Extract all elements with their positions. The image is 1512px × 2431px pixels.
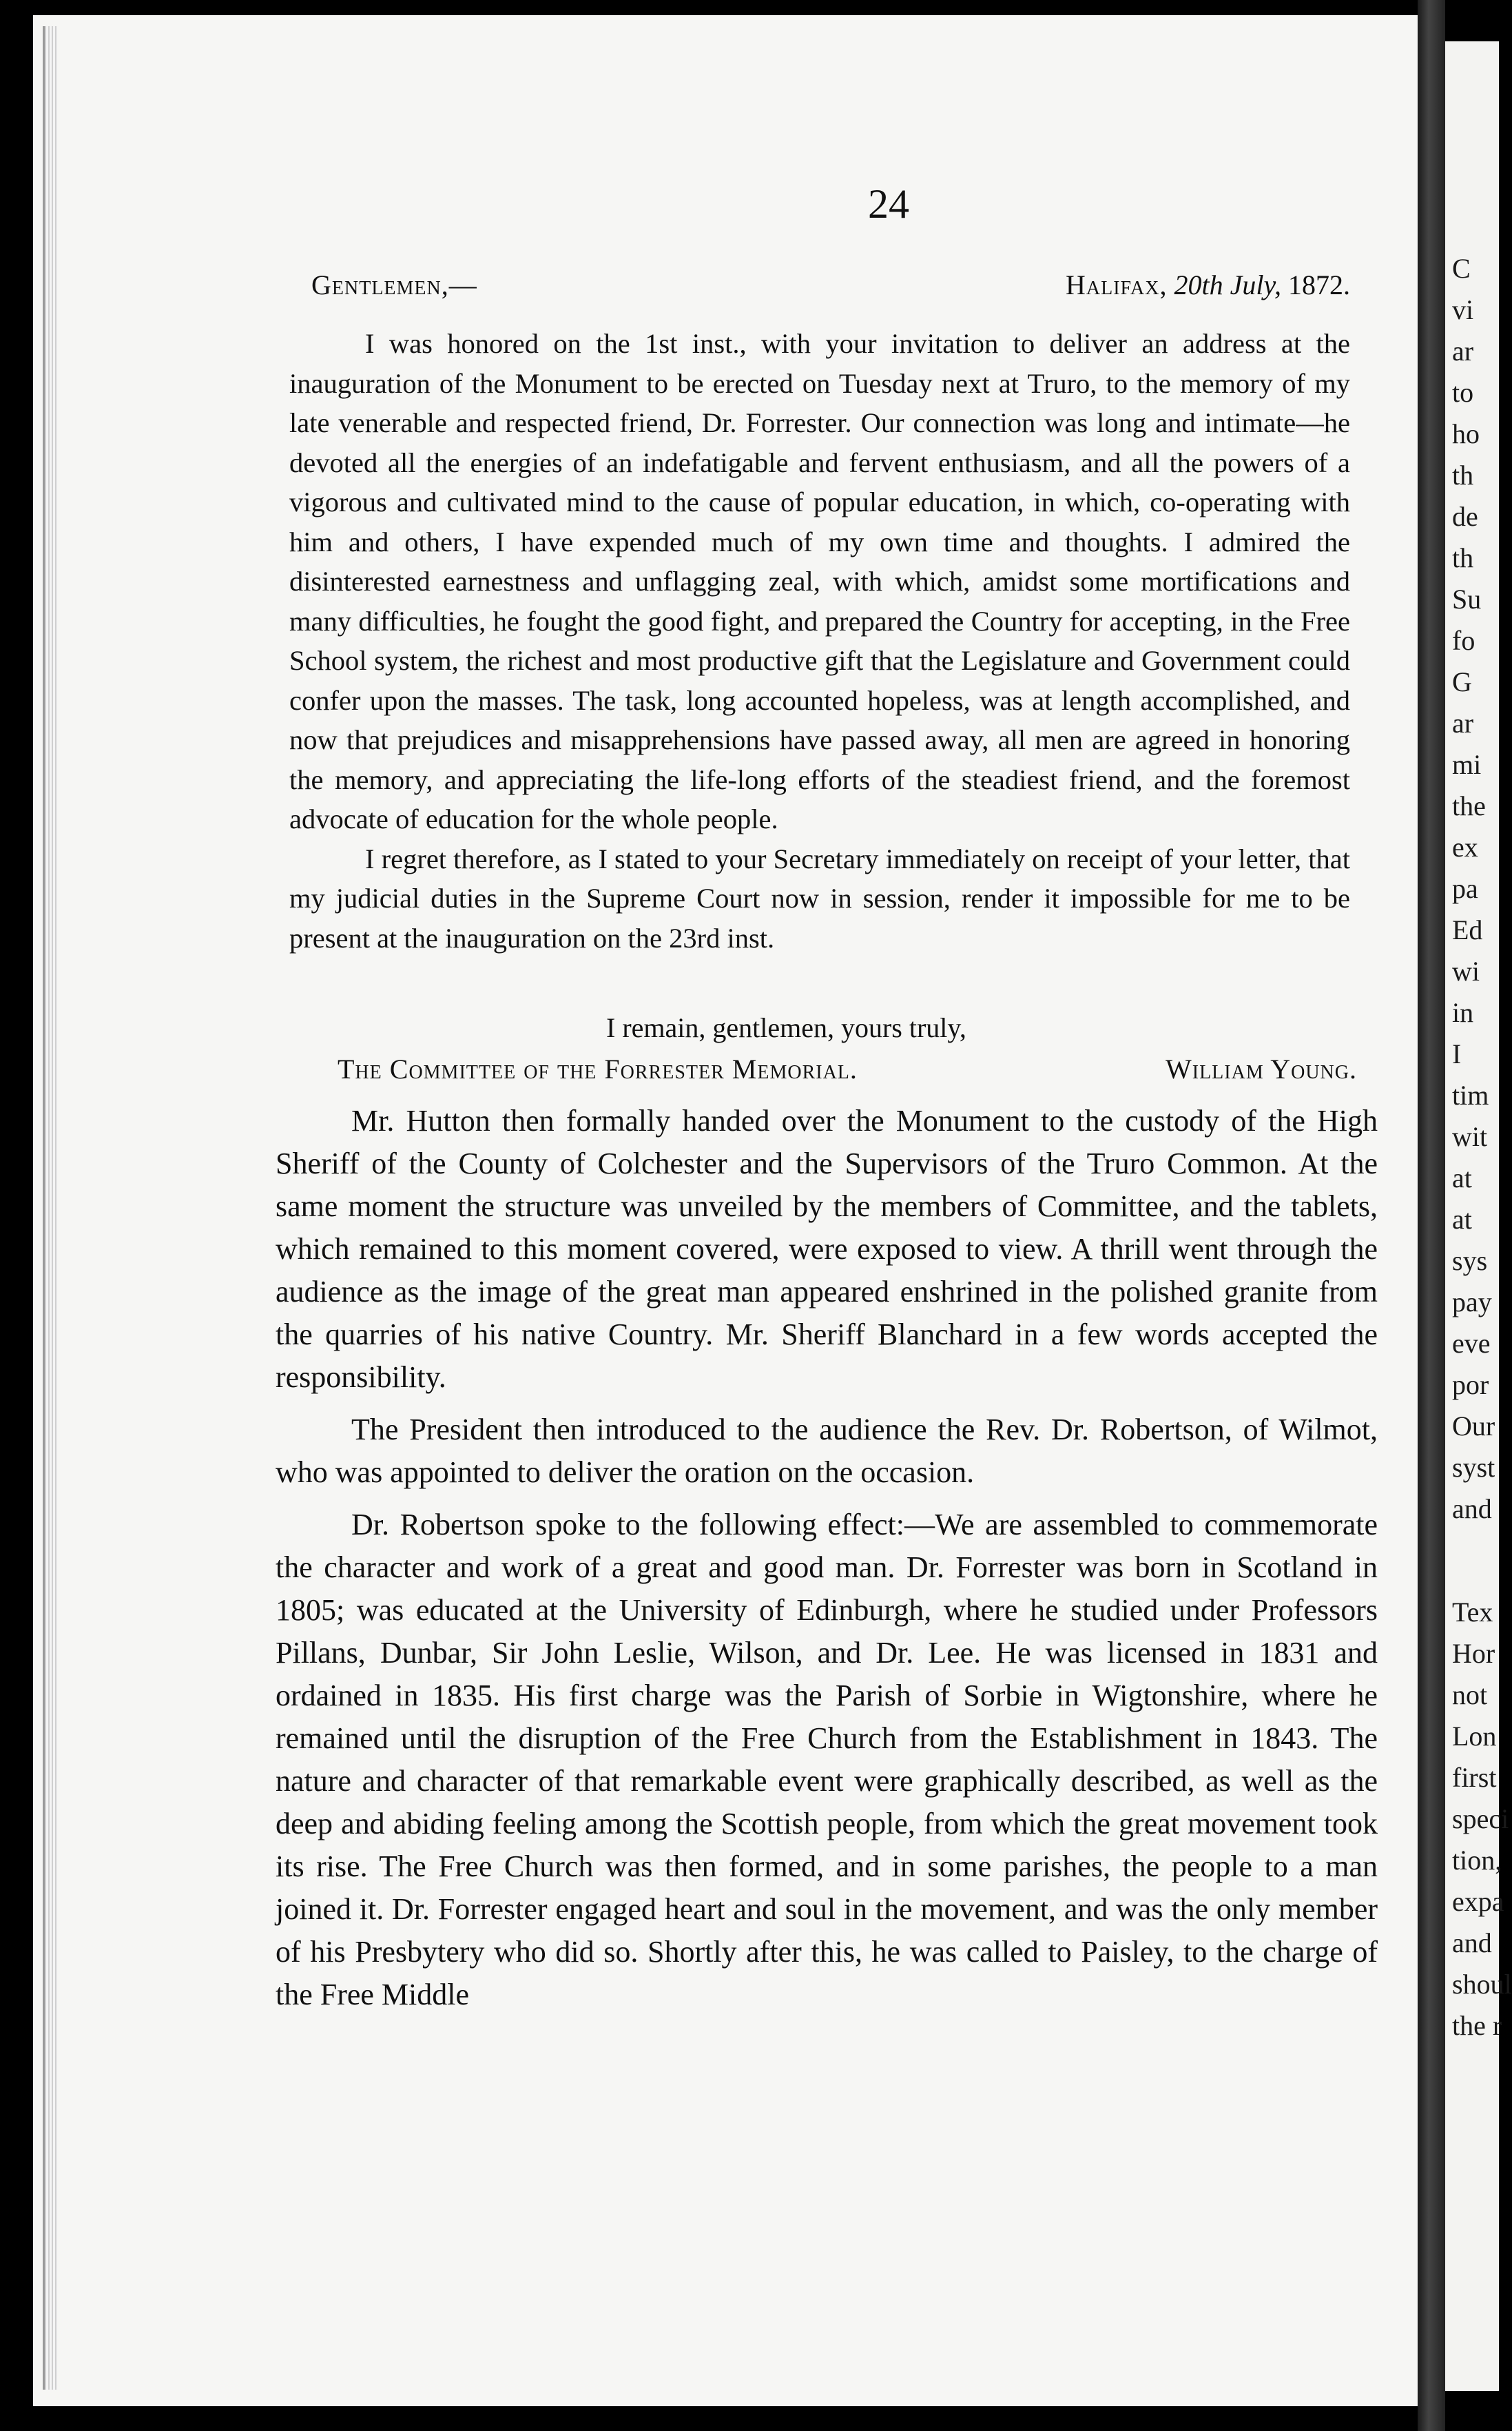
facing-page-fragment: C xyxy=(1452,253,1471,284)
facing-page-fragment: speci xyxy=(1452,1803,1509,1834)
facing-page-fragment: mi xyxy=(1452,749,1482,780)
facing-page-fragment: pa xyxy=(1452,873,1478,904)
facing-page-fragment: eve xyxy=(1452,1328,1491,1359)
facing-page-fragment: Su xyxy=(1452,584,1482,615)
letter-year: 1872. xyxy=(1288,269,1350,300)
facing-page-fragment: tion, xyxy=(1452,1845,1502,1876)
letter-header xyxy=(311,269,1350,301)
facing-page-edge xyxy=(1445,41,1512,2391)
facing-page-fragment: Tex xyxy=(1452,1597,1493,1628)
letter-body xyxy=(289,324,1350,958)
facing-page-fragment: th xyxy=(1452,460,1474,491)
facing-page-fragment: expa xyxy=(1452,1886,1504,1917)
facing-page-fragment: to xyxy=(1452,377,1474,408)
letter-paragraph-2: I regret therefore, as I stated to your Secretary immediately on receipt of your letter, that my judicial duties in the Supreme Court now in session, render it impossible for me to be present at the inauguration on the 23rd inst. xyxy=(289,843,1350,954)
letter-addressee: The Committee of the Forrester Memorial. xyxy=(338,1054,858,1085)
letter-paragraph-1: I was honored on the 1st inst., with your invitation to deliver an address at the inauguration of the Monument to be erected on Tuesday next at Truro, to the memory of my late venerable and respected friend, Dr. Forrester. Our connection was long and intimate—he devoted all the energies of an indefatigable and fervent enthusiasm, and all the powers of a vigorous and cultivated mind to the cause of popular education, in which, co-operating with him and others, I have expended much of my own time and thoughts. I admired the disinterested earnestness and unflagging zeal, with which, amidst some mortifications and many difficulties, he fought the good fight, and prepared the Country for accepting, in the Free School system, the richest and most productive gift that the Legislature and Government could confer upon the masses. The task, long accounted hopeless, was at length accomplished, and now that prejudices and misapprehensions have passed away, all men are agreed in honoring the memory, and appreciating the life-long efforts of the steadiest friend, and the foremost advocate of education for the whole people. xyxy=(289,328,1350,834)
narrative-paragraph-3: Dr. Robertson spoke to the following effect:—We are assembled to commemorate the character and work of a great and good man. Dr. Forrester was born in Scotland in 1805; was educated at the University of Edinburgh, where he studied under Professors Pillans, Dunbar, Sir John Leslie, Wilson, and Dr. Lee. He was licensed in 1831 and ordained in 1835. His first charge was the Parish of Sorbie in Wigtonshire, where he remained until the disruption of the Free Church from the Establishment in 1843. The nature and character of that remarkable event were graphically described, as well as the deep and abiding feeling among the Scottish people, from which the great movement took its rise. The Free Church was then formed, and in some parishes, the people to a man joined it. Dr. Forrester engaged heart and soul in the movement, and was the only member of his Presbytery who did so. Shortly after this, he was called to Paisley, to the charge of the Free Middle xyxy=(276,1508,1378,2011)
facing-page-fragment: Lon xyxy=(1452,1721,1497,1752)
facing-page-fragment: shoul xyxy=(1452,1969,1512,2000)
page-stack-edge xyxy=(43,26,57,2390)
facing-page-fragment: vi xyxy=(1452,294,1474,325)
facing-page-fragment: syst xyxy=(1452,1452,1495,1483)
facing-page-fragment: G xyxy=(1452,666,1472,697)
facing-page-fragment: Ed xyxy=(1452,914,1483,945)
facing-page-fragment: and xyxy=(1452,1927,1492,1958)
facing-page-fragment: ex xyxy=(1452,832,1478,863)
narrative-paragraph-1: Mr. Hutton then formally handed over the Monument to the custody of the High Sheriff of the County of Colchester and the Supervisors of the Truro Common. At the same moment the structure was unveiled by the members of Committee, and the tablets, which remained to this moment covered, were exposed to view. A thrill went through the audience as the image of the great man appeared enshrined in the polished granite from the quarries of his native Country. Mr. Sheriff Blanchard in a few words accepted the responsibility. xyxy=(276,1104,1378,1394)
facing-page-fragment: and xyxy=(1452,1493,1492,1524)
facing-page-fragment: por xyxy=(1452,1369,1489,1400)
facing-page-fragment: sys xyxy=(1452,1245,1488,1276)
facing-page-fragment: the r xyxy=(1452,2010,1502,2041)
letter-date: 20th July, xyxy=(1174,269,1281,300)
facing-page-fragment: wit xyxy=(1452,1121,1488,1152)
letter-signoff xyxy=(338,1053,1357,1085)
facing-page-fragment: th xyxy=(1452,542,1474,573)
narrative-body xyxy=(276,1100,1378,2016)
facing-page-fragment: first xyxy=(1452,1762,1497,1793)
letter-place: Halifax, xyxy=(1065,269,1168,300)
letter-signature: William Young. xyxy=(1165,1054,1357,1085)
facing-page-fragment: not xyxy=(1452,1679,1488,1710)
facing-page-fragment: at xyxy=(1452,1162,1472,1193)
facing-page-fragment: wi xyxy=(1452,956,1480,987)
facing-page-fragment: ar xyxy=(1452,336,1474,367)
facing-page-fragment: de xyxy=(1452,501,1478,532)
facing-page-fragment: in xyxy=(1452,997,1474,1028)
facing-page-fragment: ho xyxy=(1452,418,1480,449)
facing-page-fragment: at xyxy=(1452,1204,1472,1235)
facing-page-fragment: I xyxy=(1452,1038,1462,1069)
facing-page-fragment: Hor xyxy=(1452,1638,1495,1669)
facing-page-fragment: pay xyxy=(1452,1286,1492,1317)
facing-page-fragment: Our xyxy=(1452,1411,1495,1442)
letter-dateline xyxy=(1066,269,1350,301)
facing-page-fragment: tim xyxy=(1452,1080,1489,1111)
letter-salutation: Gentlemen,— xyxy=(311,269,477,300)
facing-page-fragment: fo xyxy=(1452,625,1475,656)
book-gutter xyxy=(1418,0,1445,2431)
facing-page-fragment: the xyxy=(1452,790,1486,821)
narrative-paragraph-2: The President then introduced to the audience the Rev. Dr. Robertson, of Wilmot, who was appointed to deliver the oration on the occasion. xyxy=(276,1413,1378,1489)
page-number: 24 xyxy=(868,181,909,227)
facing-page-fragment: ar xyxy=(1452,708,1474,739)
letter-closing: I remain, gentlemen, yours truly, xyxy=(606,1012,966,1043)
